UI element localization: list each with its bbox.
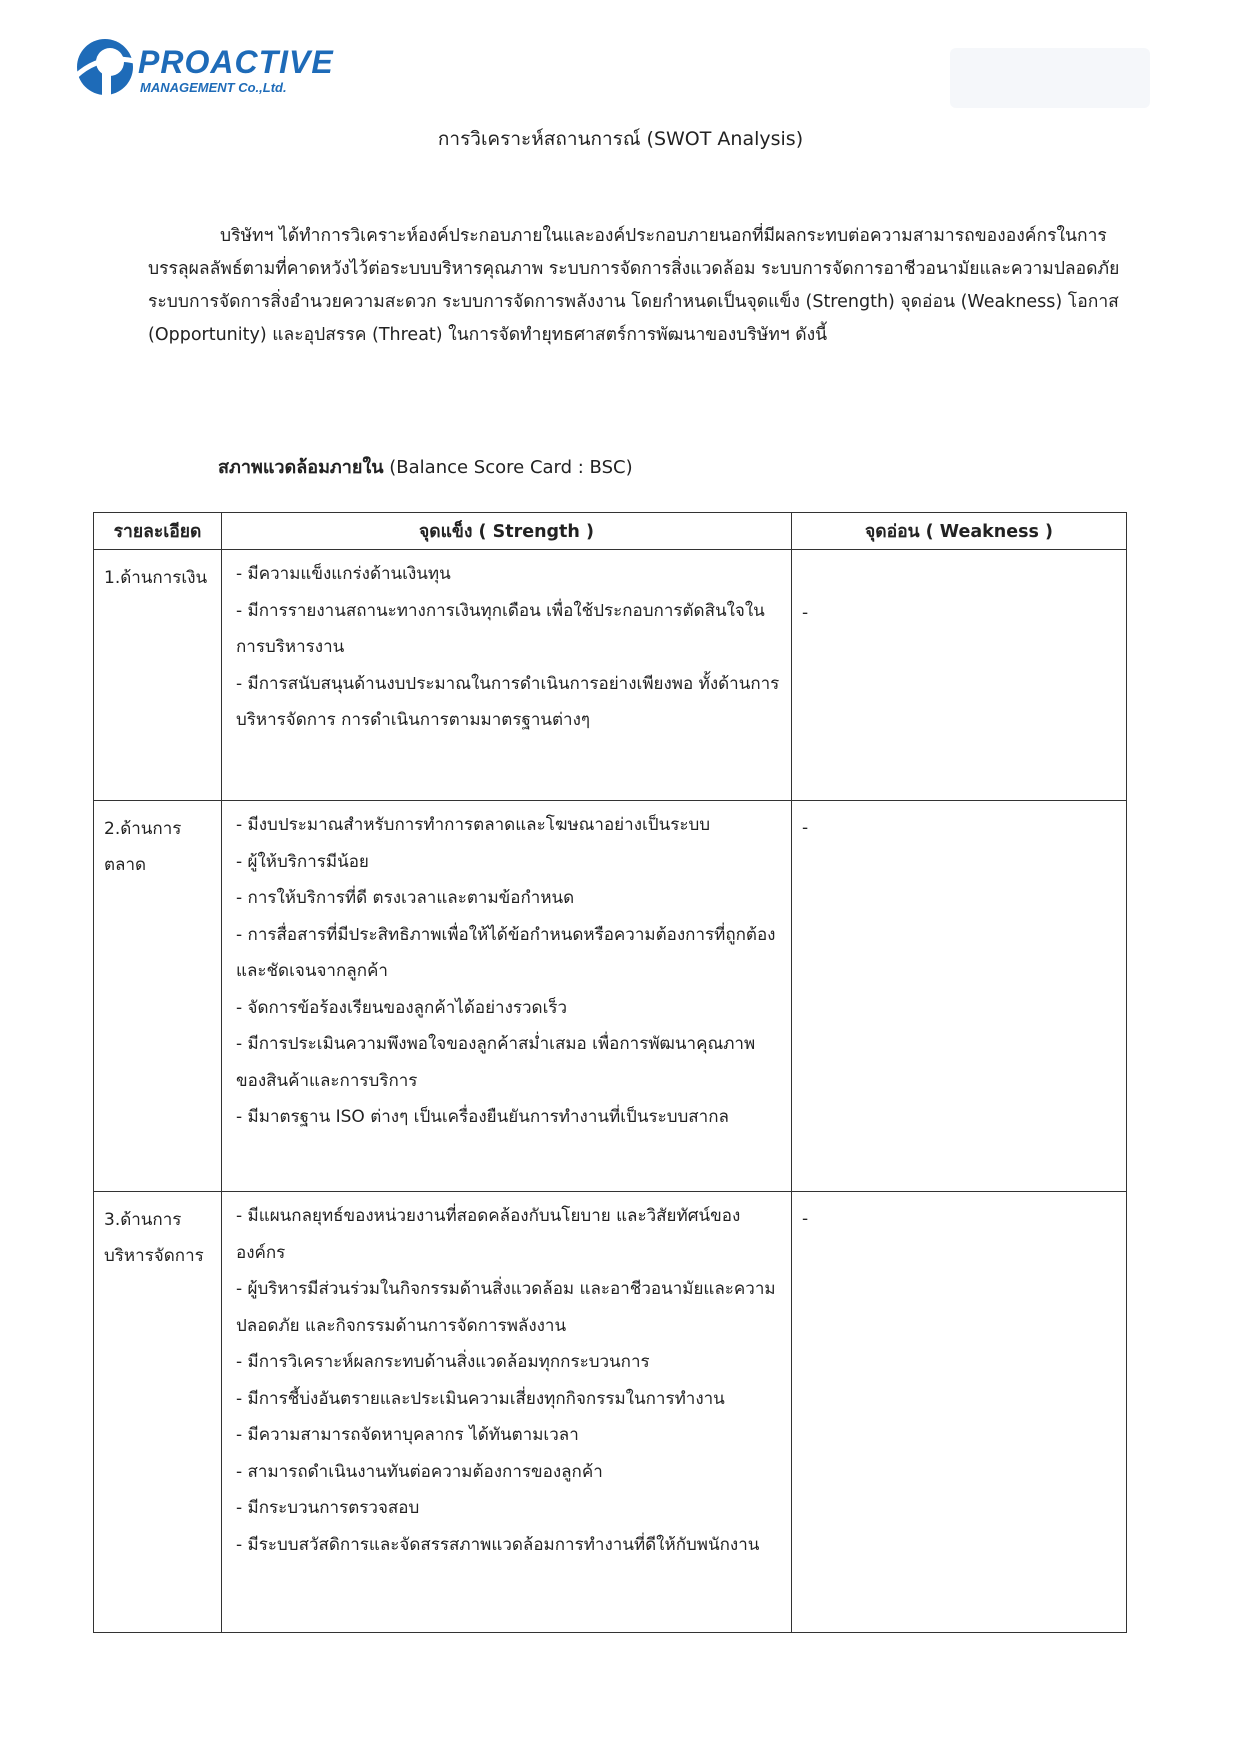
faint-stamp: [950, 48, 1150, 108]
list-item: - ผู้ให้บริการมีน้อย: [236, 851, 369, 872]
swot-table: [93, 512, 1127, 1633]
area-marketing: 2.ด้านการตลาด: [94, 801, 222, 1192]
logo-subtitle: MANAGEMENT Co.,Ltd.: [140, 80, 287, 95]
table-row: [94, 1192, 1127, 1633]
list-item: - มีความสามารถจัดหาบุคลากร ได้ทันตามเวลา: [236, 1425, 579, 1445]
table-row: [94, 550, 1127, 801]
list-item: - ผู้บริหารมีส่วนร่วมในกิจกรรมด้านสิ่งแวดล้อม และอาชีวอนามัยและความปลอดภัย และกิจกรรมด้านการจัดการพลังงาน: [236, 1279, 776, 1336]
header-strength: จุดแข็ง ( Strength ): [222, 513, 792, 550]
weakness-value: -: [802, 1209, 809, 1229]
list-item: - จัดการข้อร้องเรียนของลูกค้าได้อย่างรวดเร็ว: [236, 997, 568, 1018]
list-item: - การให้บริการที่ดี ตรงเวลาและตามข้อกำหนด: [236, 888, 575, 908]
list-item: - มีการประเมินความพึงพอใจของลูกค้าสม่ำเสมอ เพื่อการพัฒนาคุณภาพของสินค้าและการบริการ: [236, 1034, 756, 1091]
weakness-cell: [792, 1192, 1127, 1633]
strength-list: [222, 1192, 792, 1633]
list-item: - มีแผนกลยุทธ์ของหน่วยงานที่สอดคล้องกับนโยบาย และวิสัยทัศน์ขององค์กร: [236, 1206, 741, 1263]
list-item: - มีระบบสวัสดิการและจัดสรรสภาพแวดล้อมการทำงานที่ดีให้กับพนักงาน: [236, 1534, 760, 1555]
header-weakness: จุดอ่อน ( Weakness ): [792, 513, 1127, 550]
area-management: 3.ด้านการบริหารจัดการ: [94, 1192, 222, 1633]
weakness-value: -: [802, 818, 809, 838]
strength-list: [222, 550, 792, 801]
list-item: - มีการรายงานสถานะทางการเงินทุกเดือน เพื่อใช้ประกอบการตัดสินใจในการบริหารงาน: [236, 600, 765, 657]
list-item: - มีการชี้บ่งอันตรายและประเมินความเสี่ยงทุกกิจกรรมในการทำงาน: [236, 1388, 725, 1409]
weakness-cell: [792, 550, 1127, 801]
list-item: - การสื่อสารที่มีประสิทธิภาพเพื่อให้ได้ข้อกำหนดหรือความต้องการที่ถูกต้องและชัดเจนจากลูกค้า: [236, 924, 776, 981]
list-item: - มีการวิเคราะห์ผลกระทบด้านสิ่งแวดล้อมทุกกระบวนการ: [236, 1352, 650, 1372]
logo-name: PROACTIVE: [138, 44, 334, 80]
section-heading-rest: (Balance Score Card : BSC): [383, 457, 633, 478]
list-item: - มีกระบวนการตรวจสอบ: [236, 1498, 420, 1518]
list-item: - มีความแข็งแกร่งด้านเงินทุน: [236, 564, 451, 584]
section-heading-bold: สภาพแวดล้อมภายใน: [218, 457, 384, 478]
company-logo: [72, 30, 334, 105]
section-heading: [218, 452, 633, 481]
table-header-row: [94, 513, 1127, 550]
list-item: - มีงบประมาณสำหรับการทำการตลาดและโฆษณาอย่างเป็นระบบ: [236, 815, 711, 835]
list-item: - มีการสนับสนุนด้านงบประมาณในการดำเนินการอย่างเพียงพอ ทั้งด้านการบริหารจัดการ การดำเนินการตามมาตรฐานต่างๆ: [236, 673, 780, 730]
list-item: - สามารถดำเนินงานทันต่อความต้องการของลูกค้า: [236, 1461, 603, 1482]
intro-paragraph: บริษัทฯ ได้ทำการวิเคราะห์องค์ประกอบภายในและองค์ประกอบภายนอกที่มีผลกระทบต่อความสามารถขององค์กรในการบรรลุผลลัพธ์ตามที่คาดหวังไว้ต่อระบบบริหารคุณภาพ ระบบการจัดการสิ่งแวดล้อม ระบบการจัดการอาชีวอนามัยและความปลอดภัย ระบบการจัดการสิ่งอำนวยความสะดวก ระบบการจัดการพลังงาน โดยกำหนดเป็นจุดแข็ง (Strength) จุดอ่อน (Weakness) โอกาส (Opportunity) และอุปสรรค (Threat) ในการจัดทำยุทธศาสตร์การพัฒนาของบริษัทฯ ดังนี้: [148, 226, 1120, 345]
strength-list: [222, 801, 792, 1192]
logo-mark-icon: [72, 32, 142, 102]
weakness-cell: [792, 801, 1127, 1192]
area-finance: 1.ด้านการเงิน: [94, 550, 222, 801]
weakness-value: -: [802, 603, 809, 623]
header-detail: รายละเอียด: [94, 513, 222, 550]
document-title: การวิเคราะห์สถานการณ์ (SWOT Analysis): [437, 128, 804, 150]
table-row: [94, 801, 1127, 1192]
list-item: - มีมาตรฐาน ISO ต่างๆ เป็นเครื่องยืนยันการทำงานที่เป็นระบบสากล: [236, 1107, 729, 1127]
